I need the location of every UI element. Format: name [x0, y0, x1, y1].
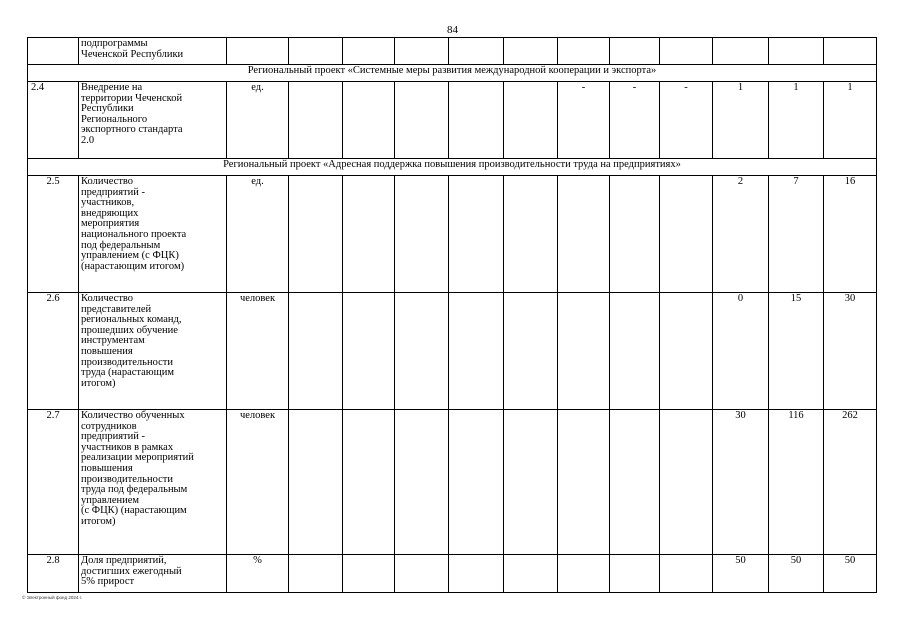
value-cell: [395, 38, 449, 65]
indicator-name: Количество обученных сотрудников предприятий - участников в рамках реализации мероприятий повышения производительности труда под федеральным управлением (с ФЦК) (нарастающим итогом): [79, 410, 227, 555]
value-cell: [610, 555, 660, 593]
value-cell: [558, 293, 610, 410]
value-cell: 1: [824, 82, 877, 159]
value-cell: 7: [769, 176, 824, 293]
value-cell: [610, 293, 660, 410]
value-cell: [660, 555, 713, 593]
table-row: [28, 82, 877, 159]
value-cell: 2: [713, 176, 769, 293]
value-cell: 30: [824, 293, 877, 410]
value-cell: [504, 38, 558, 65]
value-cell: [395, 410, 449, 555]
row-number: 2.8: [28, 555, 79, 593]
unit-cell: человек: [227, 293, 289, 410]
value-cell: 50: [769, 555, 824, 593]
value-cell: -: [558, 82, 610, 159]
value-cell: [289, 410, 343, 555]
footer-note: © Электронный фонд 2024 г.: [22, 595, 83, 600]
value-cell: [824, 38, 877, 65]
value-cell: 15: [769, 293, 824, 410]
indicator-name: Количество представителей региональных команд, прошедших обучение инструментам повышения производительности труда (нарастающим итогом): [79, 293, 227, 410]
value-cell: [395, 293, 449, 410]
value-cell: [449, 38, 504, 65]
value-cell: [558, 410, 610, 555]
value-cell: [610, 410, 660, 555]
value-cell: [449, 410, 504, 555]
value-cell: [769, 38, 824, 65]
value-cell: [558, 38, 610, 65]
value-cell: [713, 38, 769, 65]
section-title: Региональный проект «Системные меры развития международной кооперации и экспорта»: [28, 65, 877, 82]
value-cell: [343, 82, 395, 159]
value-cell: [558, 176, 610, 293]
value-cell: [395, 176, 449, 293]
table-row: [28, 176, 877, 293]
table-row: [28, 410, 877, 555]
indicator-name: подпрограммы Чеченской Республики: [79, 38, 227, 65]
value-cell: [343, 176, 395, 293]
value-cell: [610, 38, 660, 65]
table-row: [28, 293, 877, 410]
indicator-name: Количество предприятий - участников, внедряющих мероприятия национального проекта под федеральным управлением (с ФЦК) (нарастающим итогом): [79, 176, 227, 293]
value-cell: [449, 293, 504, 410]
unit-cell: ед.: [227, 176, 289, 293]
unit-cell: человек: [227, 410, 289, 555]
value-cell: [449, 555, 504, 593]
value-cell: [343, 410, 395, 555]
value-cell: 0: [713, 293, 769, 410]
value-cell: 50: [824, 555, 877, 593]
value-cell: [558, 555, 610, 593]
value-cell: [289, 82, 343, 159]
row-number: 2.4: [28, 82, 79, 159]
value-cell: [504, 176, 558, 293]
indicator-name: Доля предприятий, достигших ежегодный 5% прирост: [79, 555, 227, 593]
value-cell: [395, 82, 449, 159]
value-cell: [343, 38, 395, 65]
row-number: 2.6: [28, 293, 79, 410]
value-cell: [289, 176, 343, 293]
value-cell: [660, 38, 713, 65]
value-cell: [504, 410, 558, 555]
unit-cell: %: [227, 555, 289, 593]
value-cell: [289, 555, 343, 593]
row-number: 2.5: [28, 176, 79, 293]
value-cell: 16: [824, 176, 877, 293]
value-cell: [504, 293, 558, 410]
indicators-table: [27, 37, 877, 593]
value-cell: -: [660, 82, 713, 159]
value-cell: [449, 82, 504, 159]
value-cell: [660, 176, 713, 293]
row-number: 2.7: [28, 410, 79, 555]
value-cell: 1: [769, 82, 824, 159]
value-cell: 1: [713, 82, 769, 159]
value-cell: [504, 82, 558, 159]
value-cell: [504, 555, 558, 593]
table-row: [28, 555, 877, 593]
value-cell: [343, 293, 395, 410]
section-row: [28, 159, 877, 176]
value-cell: [660, 410, 713, 555]
section-title: Региональный проект «Адресная поддержка повышения производительности труда на предприятиях»: [28, 159, 877, 176]
value-cell: 30: [713, 410, 769, 555]
value-cell: [660, 293, 713, 410]
value-cell: [395, 555, 449, 593]
unit-cell: [227, 38, 289, 65]
value-cell: [449, 176, 504, 293]
value-cell: 50: [713, 555, 769, 593]
indicator-name: Внедрение на территории Чеченской Республики Регионального экспортного стандарта 2.0: [79, 82, 227, 159]
value-cell: [289, 293, 343, 410]
value-cell: 262: [824, 410, 877, 555]
value-cell: -: [610, 82, 660, 159]
section-row: [28, 65, 877, 82]
value-cell: [343, 555, 395, 593]
unit-cell: ед.: [227, 82, 289, 159]
value-cell: [289, 38, 343, 65]
table-row: [28, 38, 877, 65]
page-number: 84: [447, 24, 458, 36]
value-cell: 116: [769, 410, 824, 555]
row-number: [28, 38, 79, 65]
value-cell: [610, 176, 660, 293]
